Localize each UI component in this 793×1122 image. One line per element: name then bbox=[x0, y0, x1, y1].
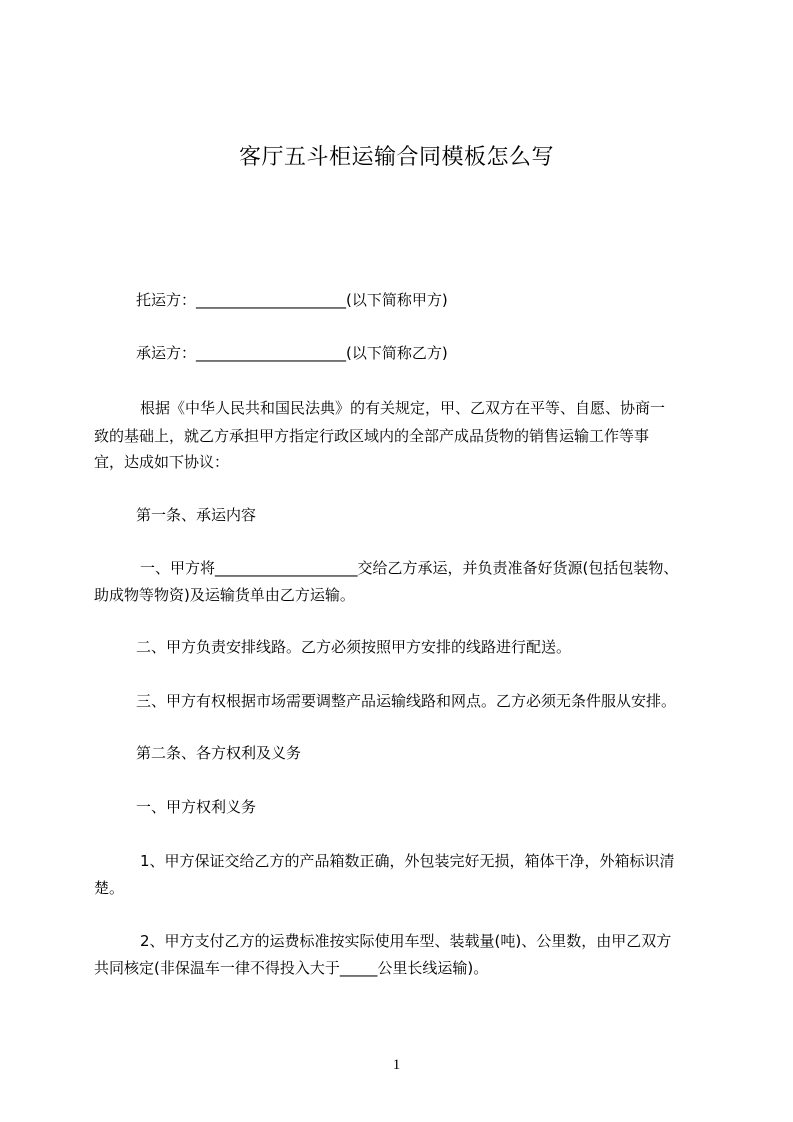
party-a-line: 托运方：____________________(以下简称甲方) bbox=[136, 291, 448, 309]
clause1-line-2: 楚。 bbox=[94, 879, 125, 897]
clause1-line-1: 1、甲方保证交给乙方的产品箱数正确，外包装完好无损，箱体干净，外箱标识清 bbox=[140, 852, 675, 870]
document-title: 客厅五斗柜运输合同模板怎么写 bbox=[238, 145, 554, 170]
article1-item1-line-2: 助成物等物资)及运输货单由乙方运输。 bbox=[94, 586, 355, 604]
page-number: 1 bbox=[392, 1057, 401, 1073]
article1-item3: 三、甲方有权根据市场需要调整产品运输线路和网点。乙方必须无条件服从安排。 bbox=[136, 692, 677, 710]
preamble-line-1: 根据《中华人民共和国民法典》的有关规定，甲、乙双方在平等、自愿、协商一 bbox=[140, 399, 666, 417]
party-b-line: 承运方：____________________(以下简称乙方) bbox=[136, 344, 448, 362]
clause2-line-1: 2、甲方支付乙方的运费标准按实际使用车型、装载量(吨)、公里数，由甲乙双方 bbox=[140, 932, 672, 950]
article1-item1-line-1: 一、甲方将___________________交给乙方承运，并负责准备好货源(包括包装物、 bbox=[140, 559, 679, 577]
article2-sub1: 一、甲方权利义务 bbox=[136, 798, 257, 816]
preamble-line-2: 致的基础上，就乙方承担甲方指定行政区域内的全部产成品货物的销售运输工作等事 bbox=[94, 427, 650, 445]
article1-heading: 第一条、承运内容 bbox=[136, 506, 257, 524]
preamble-line-3: 宜，达成如下协议： bbox=[94, 453, 230, 471]
article2-heading: 第二条、各方权利及义务 bbox=[136, 744, 302, 762]
clause2-line-2: 共同核定(非保温车一律不得投入大于_____公里长线运输)。 bbox=[94, 959, 489, 977]
article1-item2: 二、甲方负责安排线路。乙方必须按照甲方安排的线路进行配送。 bbox=[136, 638, 572, 656]
